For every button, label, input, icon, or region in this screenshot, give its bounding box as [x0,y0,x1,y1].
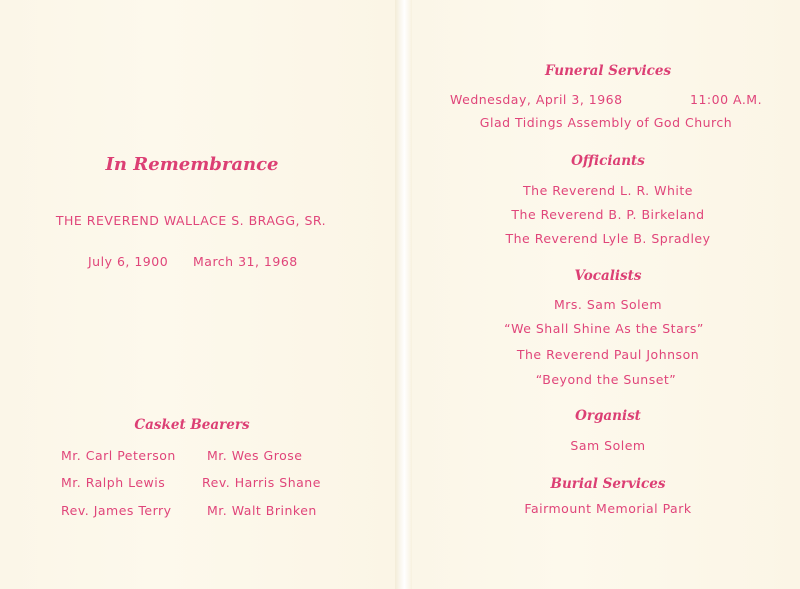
bearer-row3-left: Rev. James Terry [61,503,172,518]
officiant-1: The Reverend L. R. White [523,183,693,198]
bearer-row1-right: Mr. Wes Grose [207,448,303,463]
left-panel [0,0,395,589]
center-fold [395,0,412,589]
officiant-2: The Reverend B. P. Birkeland [511,207,705,222]
vocalist-1-song: “We Shall Shine As the Stars” [504,321,704,336]
deceased-name: THE REVEREND WALLACE S. BRAGG, SR. [55,213,327,228]
funeral-services-heading: Funeral Services [544,63,672,79]
officiant-3: The Reverend Lyle B. Spradley [505,231,711,246]
funeral-time: 11:00 A.M. [690,92,763,107]
vocalist-2-song: “Beyond the Sunset” [535,372,677,387]
bearer-row2-right: Rev. Harris Shane [202,475,321,490]
organist-heading: Organist [575,408,641,424]
death-date: March 31, 1968 [193,254,298,269]
bearer-row3-right: Mr. Walt Brinken [207,503,317,518]
funeral-date: Wednesday, April 3, 1968 [450,92,623,107]
organist-name: Sam Solem [570,438,646,453]
birth-date: July 6, 1900 [88,254,169,269]
funeral-location: Glad Tidings Assembly of God Church [479,115,733,130]
bearer-row2-left: Mr. Ralph Lewis [61,475,166,490]
burial-services-heading: Burial Services [550,476,666,492]
casket-bearers-heading: Casket Bearers [134,417,250,433]
remembrance-title: In Remembrance [105,154,279,175]
bearer-row1-left: Mr. Carl Peterson [61,448,176,463]
vocalist-1: Mrs. Sam Solem [553,297,663,312]
vocalist-2: The Reverend Paul Johnson [516,347,700,362]
vocalists-heading: Vocalists [574,268,642,284]
burial-location: Fairmount Memorial Park [524,501,692,516]
officiants-heading: Officiants [571,153,645,169]
